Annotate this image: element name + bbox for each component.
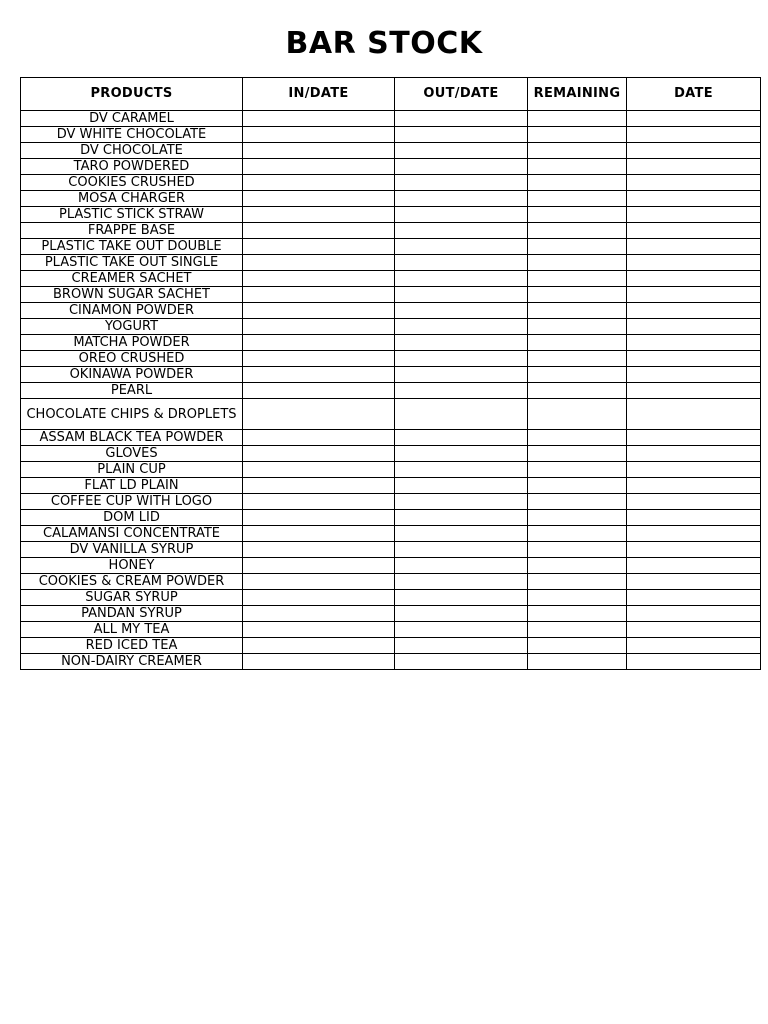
remaining-cell[interactable] bbox=[528, 399, 627, 430]
out-date-cell[interactable] bbox=[395, 494, 528, 510]
table-row bbox=[21, 143, 761, 159]
product-cell: FLAT LD PLAIN bbox=[21, 478, 243, 494]
product-cell: CALAMANSI CONCENTRATE bbox=[21, 526, 243, 542]
table-row bbox=[21, 446, 761, 462]
out-date-cell[interactable] bbox=[395, 574, 528, 590]
remaining-cell[interactable] bbox=[528, 143, 627, 159]
date-cell[interactable] bbox=[627, 367, 761, 383]
product-cell: CINAMON POWDER bbox=[21, 303, 243, 319]
out-date-cell[interactable] bbox=[395, 159, 528, 175]
date-cell[interactable] bbox=[627, 383, 761, 399]
date-cell[interactable] bbox=[627, 143, 761, 159]
remaining-cell[interactable] bbox=[528, 622, 627, 638]
out-date-cell[interactable] bbox=[395, 111, 528, 127]
remaining-cell[interactable] bbox=[528, 287, 627, 303]
in-date-cell[interactable] bbox=[243, 383, 395, 399]
in-date-cell[interactable] bbox=[243, 446, 395, 462]
header-date: DATE bbox=[627, 78, 761, 111]
table-row bbox=[21, 430, 761, 446]
product-cell: YOGURT bbox=[21, 319, 243, 335]
remaining-cell[interactable] bbox=[528, 207, 627, 223]
out-date-cell[interactable] bbox=[395, 367, 528, 383]
product-cell: DV WHITE CHOCOLATE bbox=[21, 127, 243, 143]
table-row bbox=[21, 590, 761, 606]
remaining-cell[interactable] bbox=[528, 574, 627, 590]
table-row bbox=[21, 303, 761, 319]
in-date-cell[interactable] bbox=[243, 638, 395, 654]
table-row bbox=[21, 351, 761, 367]
date-cell[interactable] bbox=[627, 526, 761, 542]
remaining-cell[interactable] bbox=[528, 367, 627, 383]
in-date-cell[interactable] bbox=[243, 542, 395, 558]
remaining-cell[interactable] bbox=[528, 654, 627, 670]
date-cell[interactable] bbox=[627, 574, 761, 590]
date-cell[interactable] bbox=[627, 319, 761, 335]
date-cell[interactable] bbox=[627, 638, 761, 654]
in-date-cell[interactable] bbox=[243, 478, 395, 494]
date-cell[interactable] bbox=[627, 558, 761, 574]
table-row bbox=[21, 638, 761, 654]
table-row bbox=[21, 367, 761, 383]
remaining-cell[interactable] bbox=[528, 542, 627, 558]
table-row bbox=[21, 622, 761, 638]
product-cell: COOKIES CRUSHED bbox=[21, 175, 243, 191]
product-cell: DOM LID bbox=[21, 510, 243, 526]
in-date-cell[interactable] bbox=[243, 303, 395, 319]
remaining-cell[interactable] bbox=[528, 526, 627, 542]
out-date-cell[interactable] bbox=[395, 175, 528, 191]
table-row bbox=[21, 335, 761, 351]
out-date-cell[interactable] bbox=[395, 542, 528, 558]
table-row bbox=[21, 111, 761, 127]
remaining-cell[interactable] bbox=[528, 351, 627, 367]
in-date-cell[interactable] bbox=[243, 335, 395, 351]
out-date-cell[interactable] bbox=[395, 526, 528, 542]
in-date-cell[interactable] bbox=[243, 159, 395, 175]
product-cell: DV CARAMEL bbox=[21, 111, 243, 127]
product-cell: CHOCOLATE CHIPS & DROPLETS bbox=[21, 399, 243, 430]
date-cell[interactable] bbox=[627, 622, 761, 638]
in-date-cell[interactable] bbox=[243, 510, 395, 526]
remaining-cell[interactable] bbox=[528, 430, 627, 446]
product-cell: OREO CRUSHED bbox=[21, 351, 243, 367]
in-date-cell[interactable] bbox=[243, 319, 395, 335]
out-date-cell[interactable] bbox=[395, 207, 528, 223]
date-cell[interactable] bbox=[627, 239, 761, 255]
table-row bbox=[21, 478, 761, 494]
product-cell: ASSAM BLACK TEA POWDER bbox=[21, 430, 243, 446]
date-cell[interactable] bbox=[627, 255, 761, 271]
out-date-cell[interactable] bbox=[395, 127, 528, 143]
out-date-cell[interactable] bbox=[395, 399, 528, 430]
out-date-cell[interactable] bbox=[395, 319, 528, 335]
in-date-cell[interactable] bbox=[243, 590, 395, 606]
out-date-cell[interactable] bbox=[395, 606, 528, 622]
remaining-cell[interactable] bbox=[528, 494, 627, 510]
out-date-cell[interactable] bbox=[395, 351, 528, 367]
remaining-cell[interactable] bbox=[528, 606, 627, 622]
table-row bbox=[21, 542, 761, 558]
product-cell: PLASTIC TAKE OUT SINGLE bbox=[21, 255, 243, 271]
date-cell[interactable] bbox=[627, 542, 761, 558]
table-row bbox=[21, 127, 761, 143]
header-remaining: REMAINING bbox=[528, 78, 627, 111]
in-date-cell[interactable] bbox=[243, 367, 395, 383]
in-date-cell[interactable] bbox=[243, 430, 395, 446]
in-date-cell[interactable] bbox=[243, 239, 395, 255]
remaining-cell[interactable] bbox=[528, 271, 627, 287]
out-date-cell[interactable] bbox=[395, 622, 528, 638]
date-cell[interactable] bbox=[627, 606, 761, 622]
date-cell[interactable] bbox=[627, 510, 761, 526]
page-title: BAR STOCK bbox=[285, 26, 483, 61]
out-date-cell[interactable] bbox=[395, 510, 528, 526]
product-cell: PLASTIC STICK STRAW bbox=[21, 207, 243, 223]
product-cell: ALL MY TEA bbox=[21, 622, 243, 638]
remaining-cell[interactable] bbox=[528, 303, 627, 319]
date-cell[interactable] bbox=[627, 351, 761, 367]
table-row bbox=[21, 191, 761, 207]
date-cell[interactable] bbox=[627, 191, 761, 207]
out-date-cell[interactable] bbox=[395, 271, 528, 287]
table-row bbox=[21, 383, 761, 399]
remaining-cell[interactable] bbox=[528, 638, 627, 654]
table-row bbox=[21, 399, 761, 430]
remaining-cell[interactable] bbox=[528, 462, 627, 478]
out-date-cell[interactable] bbox=[395, 558, 528, 574]
out-date-cell[interactable] bbox=[395, 239, 528, 255]
date-cell[interactable] bbox=[627, 590, 761, 606]
out-date-cell[interactable] bbox=[395, 287, 528, 303]
date-cell[interactable] bbox=[627, 111, 761, 127]
in-date-cell[interactable] bbox=[243, 351, 395, 367]
out-date-cell[interactable] bbox=[395, 430, 528, 446]
remaining-cell[interactable] bbox=[528, 111, 627, 127]
table-row bbox=[21, 526, 761, 542]
table-row bbox=[21, 606, 761, 622]
in-date-cell[interactable] bbox=[243, 175, 395, 191]
table-row bbox=[21, 239, 761, 255]
date-cell[interactable] bbox=[627, 430, 761, 446]
product-cell: OKINAWA POWDER bbox=[21, 367, 243, 383]
remaining-cell[interactable] bbox=[528, 510, 627, 526]
out-date-cell[interactable] bbox=[395, 638, 528, 654]
product-cell: MOSA CHARGER bbox=[21, 191, 243, 207]
remaining-cell[interactable] bbox=[528, 255, 627, 271]
remaining-cell[interactable] bbox=[528, 446, 627, 462]
in-date-cell[interactable] bbox=[243, 127, 395, 143]
in-date-cell[interactable] bbox=[243, 494, 395, 510]
in-date-cell[interactable] bbox=[243, 606, 395, 622]
product-cell: COFFEE CUP WITH LOGO bbox=[21, 494, 243, 510]
date-cell[interactable] bbox=[627, 159, 761, 175]
in-date-cell[interactable] bbox=[243, 207, 395, 223]
table-row bbox=[21, 159, 761, 175]
date-cell[interactable] bbox=[627, 287, 761, 303]
product-cell: GLOVES bbox=[21, 446, 243, 462]
remaining-cell[interactable] bbox=[528, 159, 627, 175]
product-cell: COOKIES & CREAM POWDER bbox=[21, 574, 243, 590]
in-date-cell[interactable] bbox=[243, 255, 395, 271]
date-cell[interactable] bbox=[627, 271, 761, 287]
table-row bbox=[21, 558, 761, 574]
table-row bbox=[21, 287, 761, 303]
product-cell: PEARL bbox=[21, 383, 243, 399]
product-cell: CREAMER SACHET bbox=[21, 271, 243, 287]
remaining-cell[interactable] bbox=[528, 558, 627, 574]
table-row bbox=[21, 207, 761, 223]
header-in-date: IN/DATE bbox=[243, 78, 395, 111]
table-row bbox=[21, 574, 761, 590]
product-cell: PLAIN CUP bbox=[21, 462, 243, 478]
in-date-cell[interactable] bbox=[243, 526, 395, 542]
remaining-cell[interactable] bbox=[528, 319, 627, 335]
remaining-cell[interactable] bbox=[528, 335, 627, 351]
product-cell: PANDAN SYRUP bbox=[21, 606, 243, 622]
date-cell[interactable] bbox=[627, 175, 761, 191]
date-cell[interactable] bbox=[627, 654, 761, 670]
remaining-cell[interactable] bbox=[528, 239, 627, 255]
date-cell[interactable] bbox=[627, 335, 761, 351]
product-cell: TARO POWDERED bbox=[21, 159, 243, 175]
date-cell[interactable] bbox=[627, 478, 761, 494]
out-date-cell[interactable] bbox=[395, 335, 528, 351]
out-date-cell[interactable] bbox=[395, 478, 528, 494]
in-date-cell[interactable] bbox=[243, 191, 395, 207]
in-date-cell[interactable] bbox=[243, 462, 395, 478]
out-date-cell[interactable] bbox=[395, 303, 528, 319]
out-date-cell[interactable] bbox=[395, 191, 528, 207]
in-date-cell[interactable] bbox=[243, 143, 395, 159]
out-date-cell[interactable] bbox=[395, 255, 528, 271]
remaining-cell[interactable] bbox=[528, 127, 627, 143]
out-date-cell[interactable] bbox=[395, 143, 528, 159]
remaining-cell[interactable] bbox=[528, 383, 627, 399]
table-header-row bbox=[21, 78, 761, 111]
in-date-cell[interactable] bbox=[243, 287, 395, 303]
date-cell[interactable] bbox=[627, 223, 761, 239]
date-cell[interactable] bbox=[627, 399, 761, 430]
header-products: PRODUCTS bbox=[21, 78, 243, 111]
table-row bbox=[21, 223, 761, 239]
remaining-cell[interactable] bbox=[528, 175, 627, 191]
table-row bbox=[21, 255, 761, 271]
date-cell[interactable] bbox=[627, 127, 761, 143]
in-date-cell[interactable] bbox=[243, 271, 395, 287]
product-cell: NON-DAIRY CREAMER bbox=[21, 654, 243, 670]
header-out-date: OUT/DATE bbox=[395, 78, 528, 111]
product-cell: DV VANILLA SYRUP bbox=[21, 542, 243, 558]
date-cell[interactable] bbox=[627, 207, 761, 223]
in-date-cell[interactable] bbox=[243, 622, 395, 638]
date-cell[interactable] bbox=[627, 462, 761, 478]
remaining-cell[interactable] bbox=[528, 191, 627, 207]
table-row bbox=[21, 494, 761, 510]
date-cell[interactable] bbox=[627, 446, 761, 462]
table-row bbox=[21, 271, 761, 287]
date-cell[interactable] bbox=[627, 303, 761, 319]
out-date-cell[interactable] bbox=[395, 654, 528, 670]
remaining-cell[interactable] bbox=[528, 478, 627, 494]
table-row bbox=[21, 510, 761, 526]
in-date-cell[interactable] bbox=[243, 654, 395, 670]
in-date-cell[interactable] bbox=[243, 558, 395, 574]
product-cell: DV CHOCOLATE bbox=[21, 143, 243, 159]
remaining-cell[interactable] bbox=[528, 223, 627, 239]
out-date-cell[interactable] bbox=[395, 446, 528, 462]
in-date-cell[interactable] bbox=[243, 111, 395, 127]
out-date-cell[interactable] bbox=[395, 590, 528, 606]
out-date-cell[interactable] bbox=[395, 223, 528, 239]
bar-stock-table bbox=[20, 77, 761, 670]
table-row bbox=[21, 319, 761, 335]
in-date-cell[interactable] bbox=[243, 223, 395, 239]
table-row bbox=[21, 175, 761, 191]
in-date-cell[interactable] bbox=[243, 574, 395, 590]
product-cell: PLASTIC TAKE OUT DOUBLE bbox=[21, 239, 243, 255]
product-cell: BROWN SUGAR SACHET bbox=[21, 287, 243, 303]
out-date-cell[interactable] bbox=[395, 383, 528, 399]
product-cell: RED ICED TEA bbox=[21, 638, 243, 654]
product-cell: MATCHA POWDER bbox=[21, 335, 243, 351]
product-cell: HONEY bbox=[21, 558, 243, 574]
table-row bbox=[21, 654, 761, 670]
in-date-cell[interactable] bbox=[243, 399, 395, 430]
product-cell: SUGAR SYRUP bbox=[21, 590, 243, 606]
table-row bbox=[21, 462, 761, 478]
table-body bbox=[21, 111, 761, 670]
product-cell: FRAPPE BASE bbox=[21, 223, 243, 239]
date-cell[interactable] bbox=[627, 494, 761, 510]
remaining-cell[interactable] bbox=[528, 590, 627, 606]
out-date-cell[interactable] bbox=[395, 462, 528, 478]
